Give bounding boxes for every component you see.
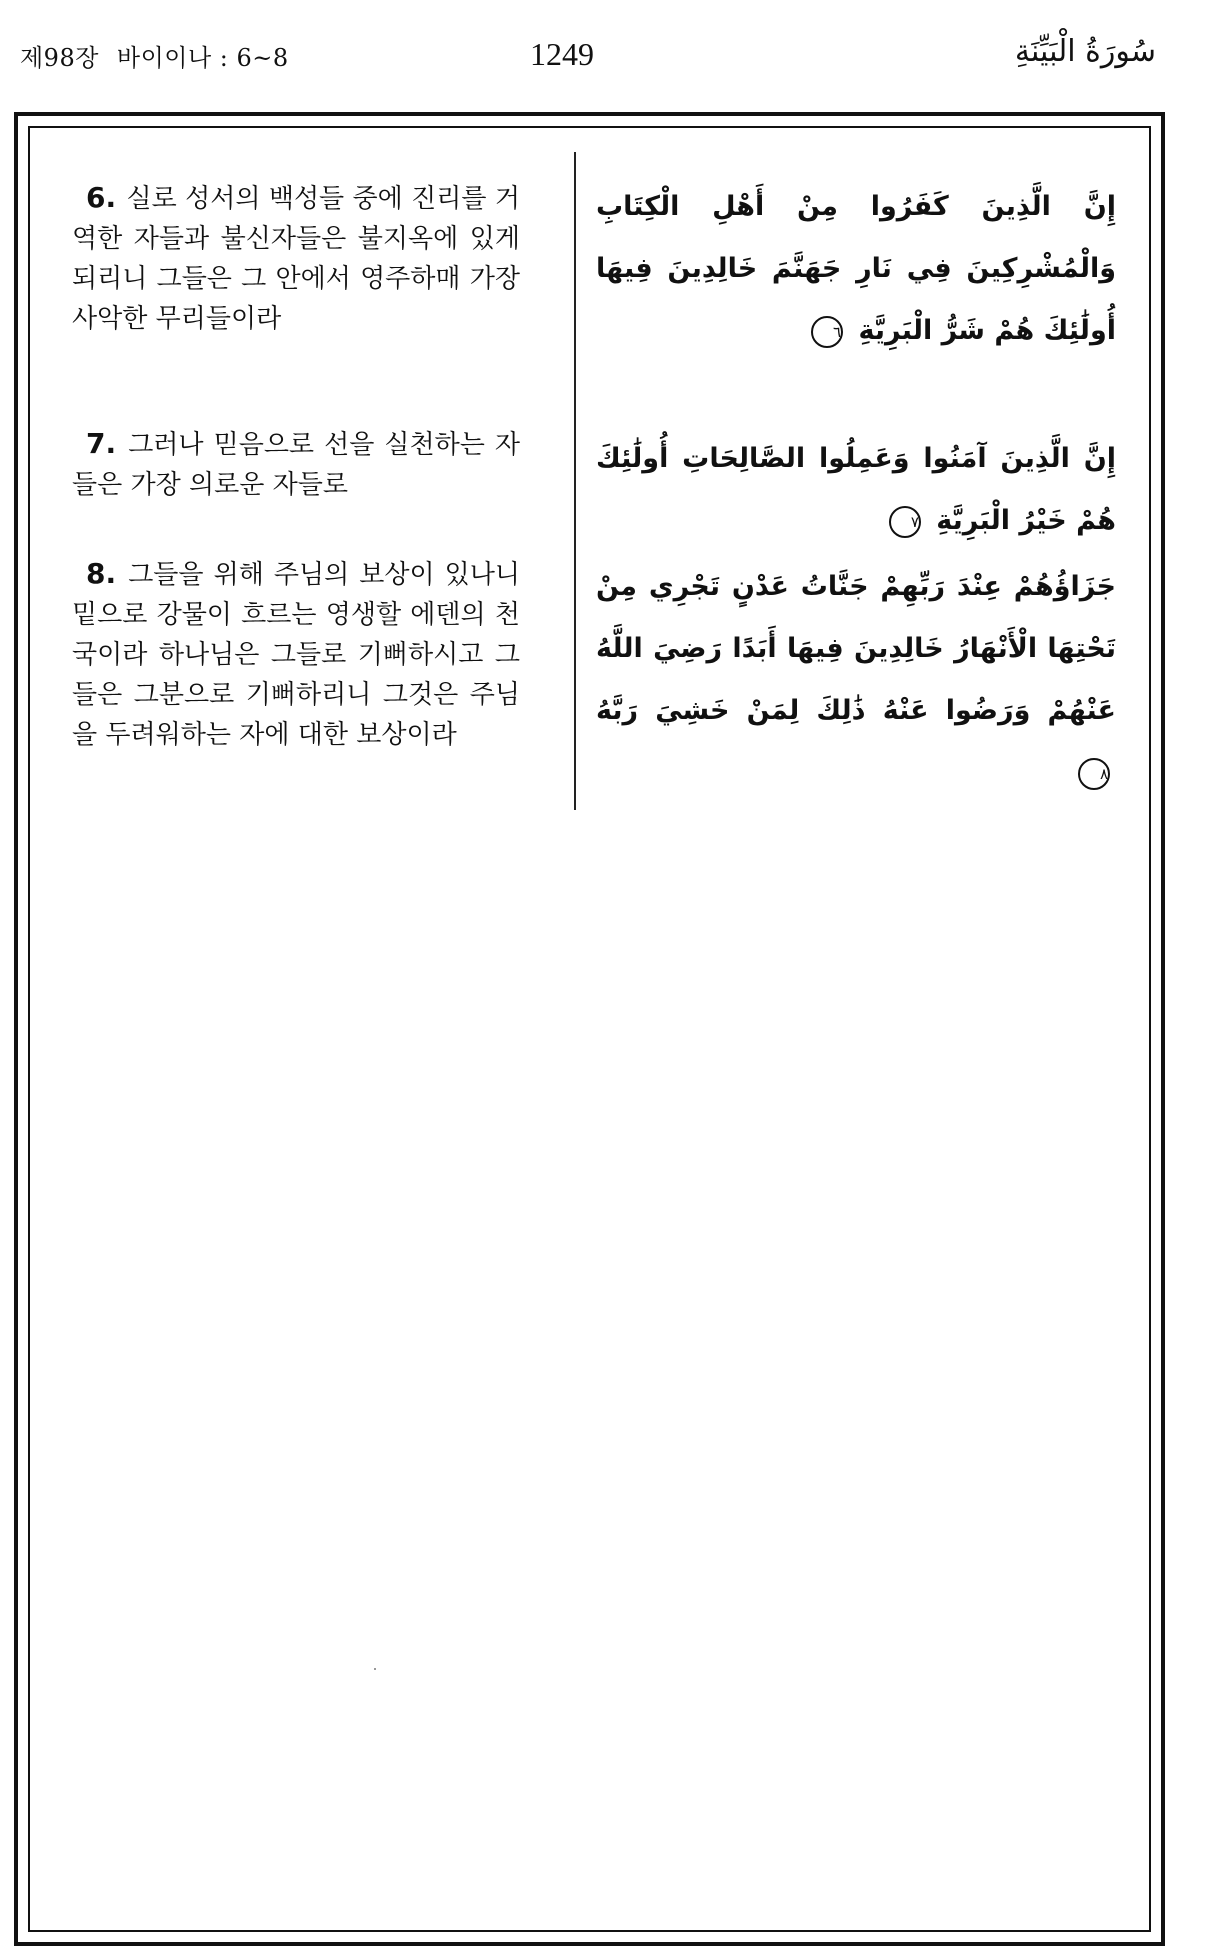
ayah-end-marker-icon: ٦	[811, 316, 843, 348]
korean-verse-6	[72, 178, 520, 339]
verse-number: 7.	[86, 427, 117, 460]
arabic-verse-text: جَزَاؤُهُمْ عِنْدَ رَبِّهِمْ جَنَّاتُ عَدْنٍ تَجْرِي مِنْ تَحْتِهَا الْأَنْهَارُ خَالِدِينَ فِيهَا أَبَدًا رَضِيَ اللَّهُ عَنْهُمْ وَرَضُوا عَنْهُ ذَٰلِكَ لِمَنْ خَشِيَ رَبَّهُ	[596, 571, 1116, 726]
arabic-verse-7	[596, 428, 1116, 552]
ayah-end-marker-icon: ٨	[1078, 758, 1110, 790]
page-frame-inner	[28, 126, 1151, 1932]
arabic-verse-8	[596, 556, 1116, 804]
korean-verse-text: 그러나 믿음으로 선을 실천하는 자들은 가장 의로운 자들로	[72, 430, 521, 500]
arabic-verse-6	[596, 176, 1116, 362]
column-divider	[574, 152, 576, 810]
verse-number: 6.	[86, 181, 117, 214]
page-number: 1249	[530, 36, 594, 72]
chapter-label: 제98장	[20, 44, 99, 72]
running-header-left	[20, 38, 289, 73]
print-speck	[374, 1668, 376, 1670]
ayah-end-marker-icon: ٧	[889, 506, 921, 538]
verse-number: 8.	[86, 557, 117, 590]
arabic-surah-title: سُورَةُ الْبَيِّنَةِ	[1014, 34, 1156, 69]
korean-verse-text: 실로 성서의 백성들 중에 진리를 거역한 자들과 불신자들은 불지옥에 있게 되리니 그들은 그 안에서 영주하매 가장 사악한 무리들이라	[72, 184, 520, 334]
arabic-verse-text: إِنَّ الَّذِينَ كَفَرُوا مِنْ أَهْلِ الْكِتَابِ وَالْمُشْرِكِينَ فِي نَارِ جَهَنَّمَ خَالِدِينَ فِيهَا أُولَٰئِكَ هُمْ شَرُّ الْبَرِيَّةِ	[596, 191, 1116, 346]
arabic-verse-text: إِنَّ الَّذِينَ آمَنُوا وَعَمِلُوا الصَّالِحَاتِ أُولَٰئِكَ هُمْ خَيْرُ الْبَرِيَّةِ	[596, 443, 1116, 536]
surah-verse-range: 바이이나 : 6~8	[116, 44, 289, 72]
korean-verse-text: 그들을 위해 주님의 보상이 있나니 밑으로 강물이 흐르는 영생할 에덴의 천국이라 하나님은 그들로 기뻐하시고 그들은 그분으로 기뻐하리니 그것은 주님을 두려워하는 자에 대한 보상이라	[72, 560, 521, 750]
korean-verse-7	[72, 424, 520, 505]
korean-verse-8	[72, 554, 520, 755]
